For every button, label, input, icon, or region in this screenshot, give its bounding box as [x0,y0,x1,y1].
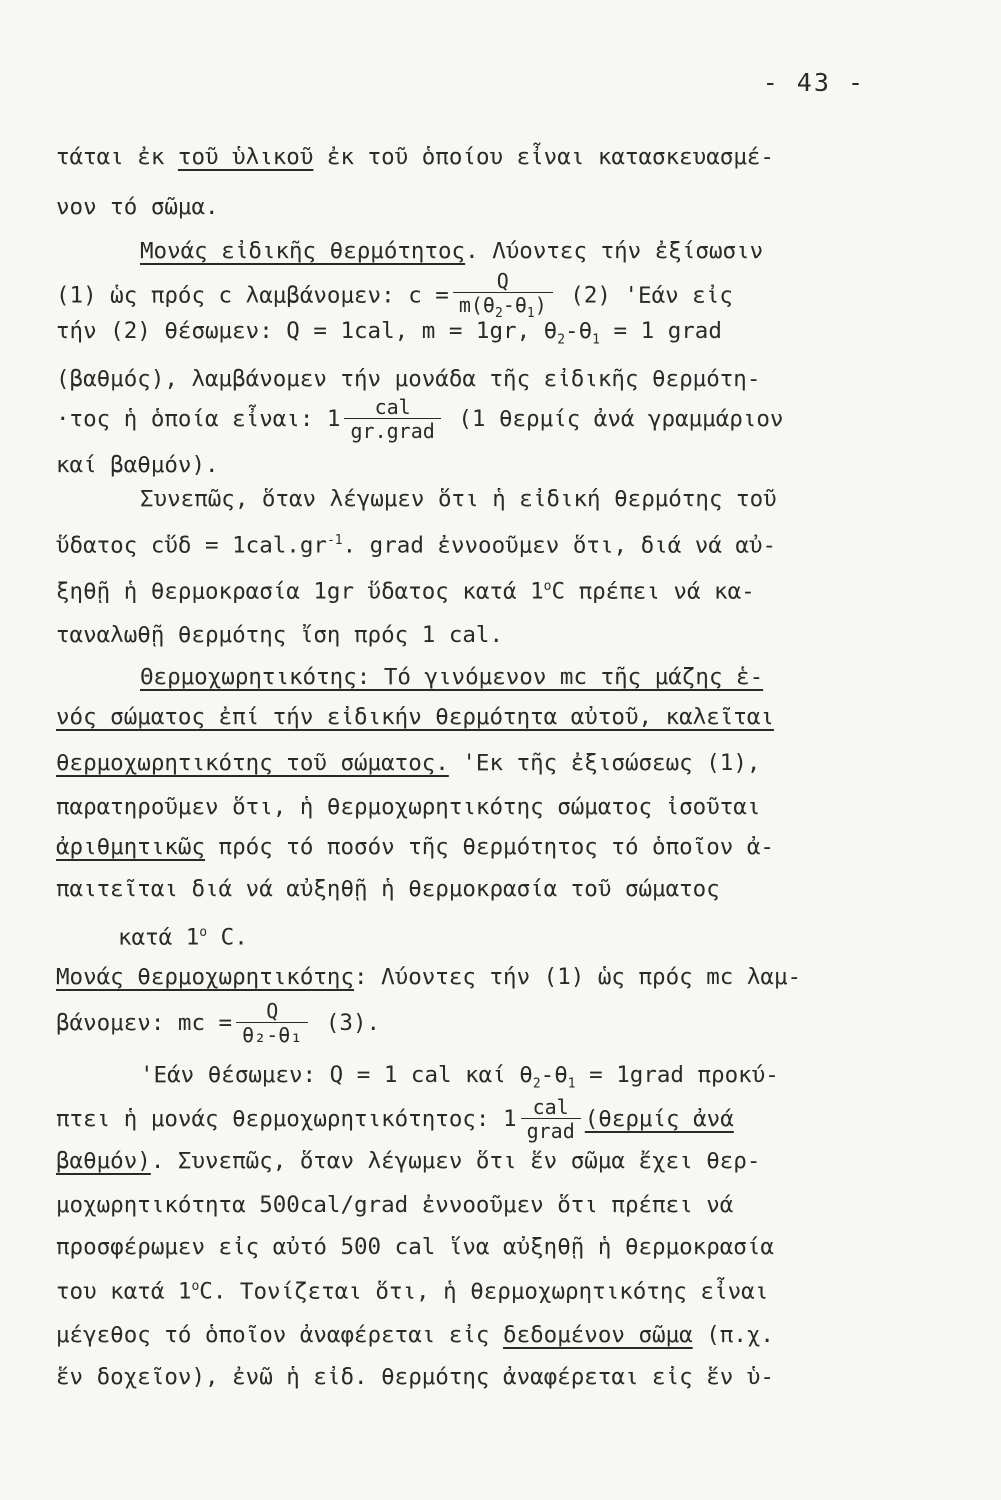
text-line-23: πτει ἡ μονάς θερμοχωρητικότητος: 1 $\frac{\text{cal}}{\text{grad}}$ (θερμίς ἀνά [56,1095,734,1143]
text-line-24: βαθμόν). Συνεπῶς, ὅταν λέγωμεν ὅτι ἕν σῶμα ἔχει θερ- [56,1148,761,1174]
text-line-20: Μονάς θερμοχωρητικότης: Λύοντες τήν (1) ὡς πρός mc λαμ- [56,964,802,990]
fraction-heat-capacity: $\frac{Q}{\text{θ₂-θ₁}}$ [236,1000,308,1047]
fraction-specific-heat: $\frac{Q}{m(\theta_2-\theta_1)}$ [453,270,553,322]
text-line-12: ταναλωθῇ θερμότης ἴση πρός 1 cal. [56,622,504,648]
text-line-22: 'Εάν θέσωμεν: Q = 1 cal καί $\theta_2-\theta_1$ = 1grad προκύ- [140,1062,779,1092]
text-line-21: βάνομεν: mc = $\frac{Q}{\text{θ₂-θ₁}}$ (3). [56,999,381,1047]
text-line-1: τάται ἐκ τοῦ ὑλικοῦ ἐκ τοῦ ὁποίου εἶναι κατασκευασμέ- [56,144,774,170]
text-line-5: τήν (2) θέσωμεν: Q = 1cal, m = 1gr, $\theta_2-\theta_1 = 1$ grad [56,318,722,348]
text-line-3: Μονάς εἰδικῆς θερμότητος. Λύοντες τήν ἐξίσωσιν [140,238,764,264]
text-line-10: ὕδατος cὕδ = $1cal.gr^{-1}$. grad ἐννοοῦμεν ὅτι, διά νά αὐ- [56,532,777,559]
text-line-28: μέγεθος τό ὁποῖον ἀναφέρεται εἰς δεδομένον σῶμα (π.χ. [56,1322,774,1348]
text-line-7: ·τος ἡ ὁποία εἶναι: 1 $\frac{\text{cal}}{\text{gr.grad}}$ (1 θερμίς ἀνά γραμμάριον [56,395,784,443]
text-line-14: νός σώματος ἐπί τήν εἰδικήν θερμότητα αὐτοῦ, καλεῖται [56,704,774,730]
text-line-15: θερμοχωρητικότης τοῦ σώματος. 'Εκ τῆς ἐξισώσεως (1), [56,750,761,776]
text-line-26: προσφέρωμεν εἰς αὐτό 500 cal ἵνα αὐξηθῇ ἡ θερμοκρασία [56,1234,774,1260]
page-number: - 43 - [762,68,865,97]
text-line-6: (βαθμός), λαμβάνομεν τήν μονάδα τῆς εἰδικῆς θερμότη- [56,366,761,392]
text-line-29: ἕν δοχεῖον), ἐνῶ ἡ εἰδ. θερμότης ἀναφέρεται εἰς ἕν ὑ- [56,1364,774,1390]
text-line-25: μοχωρητικότητα 500cal/grad ἐννοοῦμεν ὅτι πρέπει νά [56,1192,734,1218]
text-line-18: παιτεῖται διά νά αὐξηθῇ ἡ θερμοκρασία τοῦ σώματος [56,876,720,902]
text-line-11: ξηθῇ ἡ θερμοκρασία 1gr ὕδατος κατά 1$^o$C πρέπει νά κα- [56,578,755,605]
text-line-13: Θερμοχωρητικότης: Τό γινόμενον mc τῆς μάζης ἑ- [140,664,764,690]
fraction-cal-gr-grad: $\frac{\text{cal}}{\text{gr.grad}}$ [344,396,440,443]
text-line-8: καί βαθμόν). [56,452,219,478]
text-line-16: παρατηροῦμεν ὅτι, ἡ θερμοχωρητικότης σώματος ἰσοῦται [56,794,761,820]
text-line-19: κατά 1$^o$ C. [118,924,248,951]
text-line-2: νον τό σῶμα. [56,194,219,220]
text-line-17: ἀριθμητικῶς πρός τό ποσόν τῆς θερμότητος τό ὁποῖον ἀ- [56,834,774,860]
text-line-9: Συνεπῶς, ὅταν λέγωμεν ὅτι ἡ εἰδική θερμότης τοῦ [140,486,777,512]
text-line-27: του κατά 1$^o$C. Τονίζεται ὅτι, ἡ θερμοχωρητικότης εἶναι [56,1278,769,1305]
fraction-cal-grad: $\frac{\text{cal}}{\text{grad}}$ [521,1096,581,1143]
text-line-4: (1) ὡς πρός c λαμβάνομεν: c = $\frac{Q}{m(\theta_2-\theta_1)}$ (2) 'Εάν εἰς [56,269,733,321]
